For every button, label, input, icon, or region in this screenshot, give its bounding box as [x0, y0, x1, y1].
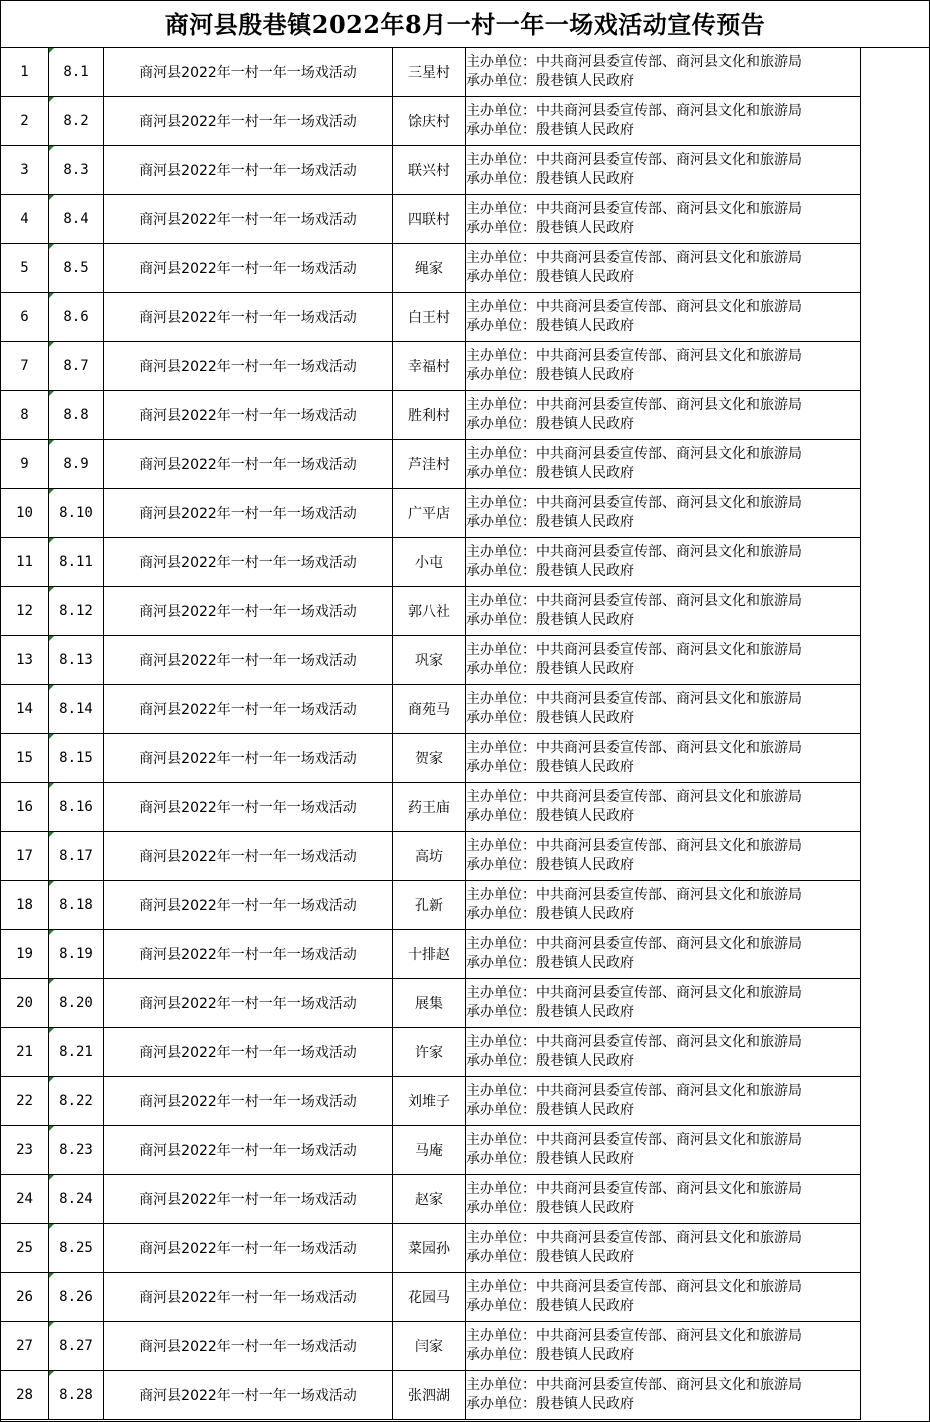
village-cell: 商苑马 [393, 685, 466, 734]
date-cell [49, 979, 104, 1028]
host-unit-text: 主办单位：中共商河县委宣传部、商河县文化和旅游局 [466, 544, 802, 560]
host-unit-text: 主办单位：中共商河县委宣传部、商河县文化和旅游局 [466, 642, 802, 658]
organizer-unit-text: 承办单位：殷巷镇人民政府 [466, 1298, 634, 1314]
row-number-cell: 16 [1, 783, 49, 832]
table-row [1, 293, 861, 342]
cell-comment-marker-icon [49, 97, 54, 102]
organizer-unit-text: 承办单位：殷巷镇人民政府 [466, 612, 634, 628]
date-text: 8.6 [63, 309, 89, 325]
event-cell: 商河县2022年一村一年一场戏活动 [104, 734, 393, 783]
date-cell [49, 48, 104, 97]
host-unit-text: 主办单位：中共商河县委宣传部、商河县文化和旅游局 [466, 299, 802, 315]
cell-comment-marker-icon [49, 1322, 54, 1327]
row-number-cell: 6 [1, 293, 49, 342]
table-row [1, 342, 861, 391]
row-number-cell: 14 [1, 685, 49, 734]
organizer-cell [466, 1273, 861, 1322]
cell-comment-marker-icon [49, 293, 54, 298]
event-cell: 商河县2022年一村一年一场戏活动 [104, 930, 393, 979]
host-unit-text: 主办单位：中共商河县委宣传部、商河县文化和旅游局 [466, 1279, 802, 1295]
organizer-unit-text: 承办单位：殷巷镇人民政府 [466, 220, 634, 236]
host-unit-text: 主办单位：中共商河县委宣传部、商河县文化和旅游局 [466, 103, 802, 119]
date-text: 8.16 [59, 799, 93, 815]
village-cell: 展集 [393, 979, 466, 1028]
date-text: 8.9 [63, 456, 89, 472]
organizer-unit-text: 承办单位：殷巷镇人民政府 [466, 661, 634, 677]
organizer-cell [466, 783, 861, 832]
cell-comment-marker-icon [49, 342, 54, 347]
village-cell: 广平店 [393, 489, 466, 538]
date-cell [49, 538, 104, 587]
row-number-cell: 4 [1, 195, 49, 244]
organizer-cell [466, 342, 861, 391]
event-cell: 商河县2022年一村一年一场戏活动 [104, 832, 393, 881]
event-cell: 商河县2022年一村一年一场戏活动 [104, 97, 393, 146]
table-row [1, 244, 861, 293]
row-number-cell: 18 [1, 881, 49, 930]
organizer-cell [466, 587, 861, 636]
village-cell: 郭八社 [393, 587, 466, 636]
village-cell: 芦洼村 [393, 440, 466, 489]
organizer-unit-text: 承办单位：殷巷镇人民政府 [466, 1151, 634, 1167]
date-cell [49, 636, 104, 685]
row-number-cell: 27 [1, 1322, 49, 1371]
event-cell: 商河县2022年一村一年一场戏活动 [104, 146, 393, 195]
event-cell: 商河县2022年一村一年一场戏活动 [104, 881, 393, 930]
row-number-cell: 23 [1, 1126, 49, 1175]
host-unit-text: 主办单位：中共商河县委宣传部、商河县文化和旅游局 [466, 54, 802, 70]
organizer-cell [466, 832, 861, 881]
organizer-unit-text: 承办单位：殷巷镇人民政府 [466, 318, 634, 334]
organizer-unit-text: 承办单位：殷巷镇人民政府 [466, 857, 634, 873]
village-cell: 三星村 [393, 48, 466, 97]
organizer-cell [466, 685, 861, 734]
date-text: 8.4 [63, 211, 89, 227]
date-text: 8.8 [63, 407, 89, 423]
organizer-cell [466, 489, 861, 538]
table-row [1, 48, 861, 97]
date-text: 8.17 [59, 848, 93, 864]
organizer-unit-text: 承办单位：殷巷镇人民政府 [466, 1004, 634, 1020]
cell-comment-marker-icon [49, 881, 54, 886]
event-cell: 商河县2022年一村一年一场戏活动 [104, 1175, 393, 1224]
event-cell: 商河县2022年一村一年一场戏活动 [104, 1028, 393, 1077]
cell-comment-marker-icon [49, 636, 54, 641]
table-row [1, 440, 861, 489]
date-cell [49, 391, 104, 440]
cell-comment-marker-icon [49, 1126, 54, 1131]
organizer-cell [466, 930, 861, 979]
event-cell: 商河县2022年一村一年一场戏活动 [104, 1224, 393, 1273]
cell-comment-marker-icon [49, 1371, 54, 1376]
organizer-cell [466, 440, 861, 489]
table-row [1, 489, 861, 538]
village-cell: 幸福村 [393, 342, 466, 391]
host-unit-text: 主办单位：中共商河县委宣传部、商河县文化和旅游局 [466, 1230, 802, 1246]
event-cell: 商河县2022年一村一年一场戏活动 [104, 440, 393, 489]
table-row [1, 1175, 861, 1224]
cell-comment-marker-icon [49, 538, 54, 543]
organizer-cell [466, 734, 861, 783]
row-number-cell: 7 [1, 342, 49, 391]
table-row [1, 1077, 861, 1126]
date-text: 8.24 [59, 1191, 93, 1207]
host-unit-text: 主办单位：中共商河县委宣传部、商河县文化和旅游局 [466, 740, 802, 756]
table-row [1, 587, 861, 636]
date-cell [49, 1126, 104, 1175]
table-row [1, 1273, 861, 1322]
date-text: 8.5 [63, 260, 89, 276]
organizer-unit-text: 承办单位：殷巷镇人民政府 [466, 171, 634, 187]
date-text: 8.3 [63, 162, 89, 178]
date-text: 8.22 [59, 1093, 93, 1109]
event-cell: 商河县2022年一村一年一场戏活动 [104, 391, 393, 440]
cell-comment-marker-icon [49, 832, 54, 837]
date-cell [49, 1077, 104, 1126]
organizer-cell [466, 636, 861, 685]
host-unit-text: 主办单位：中共商河县委宣传部、商河县文化和旅游局 [466, 397, 802, 413]
table-row [1, 1028, 861, 1077]
village-cell: 绳家 [393, 244, 466, 293]
village-cell: 闫家 [393, 1322, 466, 1371]
table-row [1, 734, 861, 783]
table-row [1, 832, 861, 881]
cell-comment-marker-icon [49, 783, 54, 788]
organizer-cell [466, 1175, 861, 1224]
row-number-cell: 1 [1, 48, 49, 97]
row-number-cell: 21 [1, 1028, 49, 1077]
date-cell [49, 97, 104, 146]
event-cell: 商河县2022年一村一年一场戏活动 [104, 636, 393, 685]
event-cell: 商河县2022年一村一年一场戏活动 [104, 587, 393, 636]
cell-comment-marker-icon [49, 195, 54, 200]
row-number-cell: 15 [1, 734, 49, 783]
village-cell: 小屯 [393, 538, 466, 587]
host-unit-text: 主办单位：中共商河县委宣传部、商河县文化和旅游局 [466, 789, 802, 805]
date-text: 8.27 [59, 1338, 93, 1354]
table-row [1, 146, 861, 195]
table-row [1, 685, 861, 734]
organizer-unit-text: 承办单位：殷巷镇人民政府 [466, 808, 634, 824]
village-cell: 高坊 [393, 832, 466, 881]
organizer-unit-text: 承办单位：殷巷镇人民政府 [466, 465, 634, 481]
organizer-unit-text: 承办单位：殷巷镇人民政府 [466, 367, 634, 383]
row-number-cell: 3 [1, 146, 49, 195]
schedule-table-body [1, 48, 861, 1420]
date-cell [49, 244, 104, 293]
table-row [1, 538, 861, 587]
table-row [1, 930, 861, 979]
organizer-unit-text: 承办单位：殷巷镇人民政府 [466, 1053, 634, 1069]
page-title: 商河县殷巷镇2022年8月一村一年一场戏活动宣传预告 [1, 1, 929, 48]
date-cell [49, 1322, 104, 1371]
date-text: 8.11 [59, 554, 93, 570]
village-cell: 花园马 [393, 1273, 466, 1322]
organizer-unit-text: 承办单位：殷巷镇人民政府 [466, 955, 634, 971]
village-cell: 赵家 [393, 1175, 466, 1224]
host-unit-text: 主办单位：中共商河县委宣传部、商河县文化和旅游局 [466, 1132, 802, 1148]
date-text: 8.13 [59, 652, 93, 668]
date-cell [49, 1028, 104, 1077]
host-unit-text: 主办单位：中共商河县委宣传部、商河县文化和旅游局 [466, 250, 802, 266]
village-cell: 四联村 [393, 195, 466, 244]
organizer-cell [466, 195, 861, 244]
organizer-unit-text: 承办单位：殷巷镇人民政府 [466, 1200, 634, 1216]
cell-comment-marker-icon [49, 489, 54, 494]
village-cell: 许家 [393, 1028, 466, 1077]
organizer-unit-text: 承办单位：殷巷镇人民政府 [466, 514, 634, 530]
host-unit-text: 主办单位：中共商河县委宣传部、商河县文化和旅游局 [466, 348, 802, 364]
date-text: 8.2 [63, 113, 89, 129]
event-cell: 商河县2022年一村一年一场戏活动 [104, 1371, 393, 1420]
organizer-cell [466, 881, 861, 930]
date-text: 8.14 [59, 701, 93, 717]
table-row [1, 1224, 861, 1273]
organizer-unit-text: 承办单位：殷巷镇人民政府 [466, 1249, 634, 1265]
organizer-unit-text: 承办单位：殷巷镇人民政府 [466, 759, 634, 775]
organizer-unit-text: 承办单位：殷巷镇人民政府 [466, 1102, 634, 1118]
date-cell [49, 342, 104, 391]
date-cell [49, 783, 104, 832]
organizer-cell [466, 391, 861, 440]
event-cell: 商河县2022年一村一年一场戏活动 [104, 195, 393, 244]
row-number-cell: 24 [1, 1175, 49, 1224]
host-unit-text: 主办单位：中共商河县委宣传部、商河县文化和旅游局 [466, 887, 802, 903]
village-cell: 馀庆村 [393, 97, 466, 146]
table-row [1, 1371, 861, 1420]
organizer-unit-text: 承办单位：殷巷镇人民政府 [466, 710, 634, 726]
event-cell: 商河县2022年一村一年一场戏活动 [104, 48, 393, 97]
row-number-cell: 20 [1, 979, 49, 1028]
date-cell [49, 1175, 104, 1224]
table-row [1, 636, 861, 685]
host-unit-text: 主办单位：中共商河县委宣传部、商河县文化和旅游局 [466, 201, 802, 217]
organizer-cell [466, 538, 861, 587]
table-row [1, 97, 861, 146]
village-cell: 药王庙 [393, 783, 466, 832]
event-cell: 商河县2022年一村一年一场戏活动 [104, 293, 393, 342]
row-number-cell: 9 [1, 440, 49, 489]
host-unit-text: 主办单位：中共商河县委宣传部、商河县文化和旅游局 [466, 495, 802, 511]
event-cell: 商河县2022年一村一年一场戏活动 [104, 342, 393, 391]
row-number-cell: 11 [1, 538, 49, 587]
organizer-cell [466, 97, 861, 146]
date-text: 8.20 [59, 995, 93, 1011]
village-cell: 孔新 [393, 881, 466, 930]
row-number-cell: 28 [1, 1371, 49, 1420]
date-text: 8.12 [59, 603, 93, 619]
event-cell: 商河县2022年一村一年一场戏活动 [104, 1322, 393, 1371]
host-unit-text: 主办单位：中共商河县委宣传部、商河县文化和旅游局 [466, 936, 802, 952]
date-cell [49, 685, 104, 734]
date-text: 8.23 [59, 1142, 93, 1158]
row-number-cell: 12 [1, 587, 49, 636]
cell-comment-marker-icon [49, 587, 54, 592]
organizer-cell [466, 146, 861, 195]
cell-comment-marker-icon [49, 1224, 54, 1229]
village-cell: 巩家 [393, 636, 466, 685]
table-row [1, 783, 861, 832]
event-cell: 商河县2022年一村一年一场戏活动 [104, 979, 393, 1028]
table-row [1, 979, 861, 1028]
host-unit-text: 主办单位：中共商河县委宣传部、商河县文化和旅游局 [466, 1034, 802, 1050]
village-cell: 联兴村 [393, 146, 466, 195]
table-row [1, 1126, 861, 1175]
table-row [1, 391, 861, 440]
host-unit-text: 主办单位：中共商河县委宣传部、商河县文化和旅游局 [466, 1181, 802, 1197]
date-cell [49, 930, 104, 979]
organizer-cell [466, 293, 861, 342]
organizer-cell [466, 244, 861, 293]
date-text: 8.1 [63, 64, 89, 80]
row-number-cell: 5 [1, 244, 49, 293]
cell-comment-marker-icon [49, 146, 54, 151]
event-cell: 商河县2022年一村一年一场戏活动 [104, 1273, 393, 1322]
cell-comment-marker-icon [49, 391, 54, 396]
date-cell [49, 146, 104, 195]
row-number-cell: 17 [1, 832, 49, 881]
village-cell: 马庵 [393, 1126, 466, 1175]
date-cell [49, 440, 104, 489]
cell-comment-marker-icon [49, 1175, 54, 1180]
organizer-unit-text: 承办单位：殷巷镇人民政府 [466, 122, 634, 138]
event-cell: 商河县2022年一村一年一场戏活动 [104, 1126, 393, 1175]
organizer-unit-text: 承办单位：殷巷镇人民政府 [466, 906, 634, 922]
cell-comment-marker-icon [49, 440, 54, 445]
row-number-cell: 22 [1, 1077, 49, 1126]
village-cell: 十排赵 [393, 930, 466, 979]
host-unit-text: 主办单位：中共商河县委宣传部、商河县文化和旅游局 [466, 446, 802, 462]
date-text: 8.26 [59, 1289, 93, 1305]
cell-comment-marker-icon [49, 1273, 54, 1278]
date-text: 8.15 [59, 750, 93, 766]
cell-comment-marker-icon [49, 1028, 54, 1033]
organizer-unit-text: 承办单位：殷巷镇人民政府 [466, 1396, 634, 1412]
organizer-cell [466, 1224, 861, 1273]
date-text: 8.18 [59, 897, 93, 913]
date-cell [49, 881, 104, 930]
date-cell [49, 489, 104, 538]
row-number-cell: 19 [1, 930, 49, 979]
date-text: 8.28 [59, 1387, 93, 1403]
row-number-cell: 25 [1, 1224, 49, 1273]
date-text: 8.10 [59, 505, 93, 521]
organizer-cell [466, 1126, 861, 1175]
date-text: 8.25 [59, 1240, 93, 1256]
organizer-cell [466, 1371, 861, 1420]
host-unit-text: 主办单位：中共商河县委宣传部、商河县文化和旅游局 [466, 985, 802, 1001]
host-unit-text: 主办单位：中共商河县委宣传部、商河县文化和旅游局 [466, 691, 802, 707]
organizer-cell [466, 1028, 861, 1077]
event-cell: 商河县2022年一村一年一场戏活动 [104, 244, 393, 293]
event-cell: 商河县2022年一村一年一场戏活动 [104, 489, 393, 538]
row-number-cell: 8 [1, 391, 49, 440]
host-unit-text: 主办单位：中共商河县委宣传部、商河县文化和旅游局 [466, 1083, 802, 1099]
date-cell [49, 1273, 104, 1322]
event-cell: 商河县2022年一村一年一场戏活动 [104, 538, 393, 587]
cell-comment-marker-icon [49, 1077, 54, 1082]
date-cell [49, 587, 104, 636]
cell-comment-marker-icon [49, 979, 54, 984]
table-row [1, 195, 861, 244]
organizer-unit-text: 承办单位：殷巷镇人民政府 [466, 1347, 634, 1363]
event-cell: 商河县2022年一村一年一场戏活动 [104, 1077, 393, 1126]
village-cell: 白王村 [393, 293, 466, 342]
village-cell: 刘堆子 [393, 1077, 466, 1126]
village-cell: 贺家 [393, 734, 466, 783]
row-number-cell: 26 [1, 1273, 49, 1322]
date-text: 8.19 [59, 946, 93, 962]
host-unit-text: 主办单位：中共商河县委宣传部、商河县文化和旅游局 [466, 1328, 802, 1344]
date-text: 8.21 [59, 1044, 93, 1060]
date-cell [49, 734, 104, 783]
organizer-cell [466, 48, 861, 97]
organizer-unit-text: 承办单位：殷巷镇人民政府 [466, 416, 634, 432]
host-unit-text: 主办单位：中共商河县委宣传部、商河县文化和旅游局 [466, 593, 802, 609]
cell-comment-marker-icon [49, 685, 54, 690]
row-number-cell: 2 [1, 97, 49, 146]
village-cell: 张泗湖 [393, 1371, 466, 1420]
table-row [1, 881, 861, 930]
village-cell: 胜利村 [393, 391, 466, 440]
cell-comment-marker-icon [49, 930, 54, 935]
schedule-table [1, 48, 861, 1420]
organizer-cell [466, 979, 861, 1028]
cell-comment-marker-icon [49, 244, 54, 249]
host-unit-text: 主办单位：中共商河县委宣传部、商河县文化和旅游局 [466, 152, 802, 168]
row-number-cell: 13 [1, 636, 49, 685]
date-cell [49, 1371, 104, 1420]
date-cell [49, 293, 104, 342]
organizer-unit-text: 承办单位：殷巷镇人民政府 [466, 563, 634, 579]
date-cell [49, 832, 104, 881]
event-cell: 商河县2022年一村一年一场戏活动 [104, 685, 393, 734]
host-unit-text: 主办单位：中共商河县委宣传部、商河县文化和旅游局 [466, 838, 802, 854]
event-cell: 商河县2022年一村一年一场戏活动 [104, 783, 393, 832]
host-unit-text: 主办单位：中共商河县委宣传部、商河县文化和旅游局 [466, 1377, 802, 1393]
date-cell [49, 195, 104, 244]
date-cell [49, 1224, 104, 1273]
organizer-cell [466, 1322, 861, 1371]
date-text: 8.7 [63, 358, 89, 374]
row-number-cell: 10 [1, 489, 49, 538]
table-row [1, 1322, 861, 1371]
cell-comment-marker-icon [49, 734, 54, 739]
cell-comment-marker-icon [49, 48, 54, 53]
organizer-unit-text: 承办单位：殷巷镇人民政府 [466, 73, 634, 89]
organizer-cell [466, 1077, 861, 1126]
organizer-unit-text: 承办单位：殷巷镇人民政府 [466, 269, 634, 285]
village-cell: 菜园孙 [393, 1224, 466, 1273]
